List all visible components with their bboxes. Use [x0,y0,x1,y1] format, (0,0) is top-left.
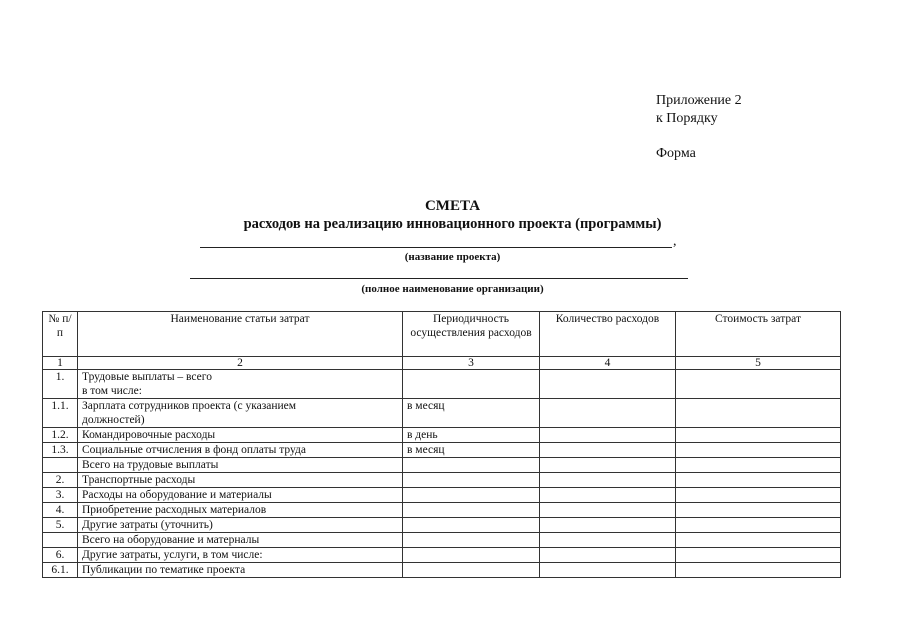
row-item-name-line: Транспортные расходы [82,474,196,486]
index-cell: 3 [403,357,540,370]
row-item-name-line: Другие затраты, услуги, в том числе: [82,549,263,561]
row-item-name-continuation: в том числе: [82,385,142,397]
row-periodicity [403,473,540,488]
row-item-name [78,518,403,533]
row-cost [676,503,841,518]
row-number: 6. [43,548,78,563]
row-periodicity: в день [403,428,540,443]
form-label: Форма [656,146,696,161]
row-periodicity [403,548,540,563]
row-item-name [78,533,403,548]
header-number: № п/п [43,312,78,357]
row-number: 1.3. [43,443,78,458]
row-item-name [78,428,403,443]
comma-mark: , [673,234,677,249]
row-item-name-continuation: должностей) [82,414,145,426]
organization-name-line [190,278,688,279]
row-item-name [78,399,403,428]
row-cost [676,428,841,443]
row-number: 5. [43,518,78,533]
header-quantity: Количество расходов [540,312,676,357]
row-quantity [540,473,676,488]
table-row [43,518,841,533]
row-quantity [540,399,676,428]
row-number: 1. [43,370,78,399]
row-quantity [540,428,676,443]
row-quantity [540,548,676,563]
table-header-row [43,312,841,357]
index-cell: 2 [78,357,403,370]
row-item-name [78,488,403,503]
row-number: 2. [43,473,78,488]
appendix-reference: к Порядку [656,111,718,126]
table-row [43,533,841,548]
row-quantity [540,458,676,473]
row-cost [676,458,841,473]
row-number: 4. [43,503,78,518]
table-row [43,458,841,473]
row-periodicity [403,533,540,548]
project-name-caption: (название проекта) [404,251,501,263]
row-cost [676,443,841,458]
row-item-name [78,503,403,518]
row-item-name-line: Приобретение расходных материалов [82,504,267,516]
row-item-name-line: Публикации по тематике проекта [82,564,246,576]
row-periodicity [403,563,540,578]
index-cell: 5 [676,357,841,370]
row-periodicity [403,370,540,399]
row-item-name-line: Командировочные расходы [82,429,216,441]
row-number [43,458,78,473]
table-row [43,503,841,518]
row-item-name [78,370,403,399]
row-item-name-line: Социальные отчисления в фонд оплаты труда [82,444,306,456]
row-item-name [78,548,403,563]
row-quantity [540,518,676,533]
row-quantity [540,503,676,518]
row-item-name-line: Трудовые выплаты – всего [82,371,212,383]
index-cell: 1 [43,357,78,370]
row-cost [676,370,841,399]
row-item-name [78,473,403,488]
table-row [43,428,841,443]
table-row [43,370,841,399]
project-name-line [200,247,672,248]
index-cell: 4 [540,357,676,370]
row-item-name-line: Расходы на оборудование и материалы [82,489,272,501]
appendix-block [656,92,742,128]
row-quantity [540,563,676,578]
table-row [43,563,841,578]
row-periodicity [403,488,540,503]
row-number: 1.1. [43,399,78,428]
row-periodicity [403,458,540,473]
row-item-name-line: Другие затраты (уточнить) [82,519,213,531]
row-cost [676,518,841,533]
organization-name-caption: (полное наименование организации) [361,283,544,295]
row-cost [676,399,841,428]
row-cost [676,548,841,563]
table-row [43,548,841,563]
row-number: 1.2. [43,428,78,443]
header-cost: Стоимость затрат [676,312,841,357]
row-cost [676,533,841,548]
document-subtitle: расходов на реализацию инновационного проекта (программы) [243,216,662,232]
document-title: СМЕТА [424,198,481,214]
table-index-row [43,357,841,370]
appendix-title: Приложение 2 [656,93,742,108]
table-row [43,443,841,458]
row-item-name-line: Всего на оборудование и матерналы [82,534,260,546]
row-item-name-line: Зарплата сотрудников проекта (с указанием [82,400,297,412]
row-quantity [540,533,676,548]
row-cost [676,563,841,578]
row-item-name-line: Всего на трудовые выплаты [82,459,219,471]
table-row [43,488,841,503]
header-item-name: Наименование статьи затрат [78,312,403,357]
row-quantity [540,488,676,503]
estimate-table [42,311,841,578]
row-cost [676,488,841,503]
row-item-name [78,458,403,473]
row-quantity [540,443,676,458]
row-periodicity [403,503,540,518]
header-periodicity: Периодичность осуществления расходов [403,312,540,357]
row-number: 3. [43,488,78,503]
table-row [43,399,841,428]
row-number [43,533,78,548]
table-row [43,473,841,488]
row-number: 6.1. [43,563,78,578]
row-periodicity [403,518,540,533]
row-cost [676,473,841,488]
row-periodicity: в месяц [403,443,540,458]
row-item-name [78,443,403,458]
row-item-name [78,563,403,578]
row-periodicity: в месяц [403,399,540,428]
row-quantity [540,370,676,399]
